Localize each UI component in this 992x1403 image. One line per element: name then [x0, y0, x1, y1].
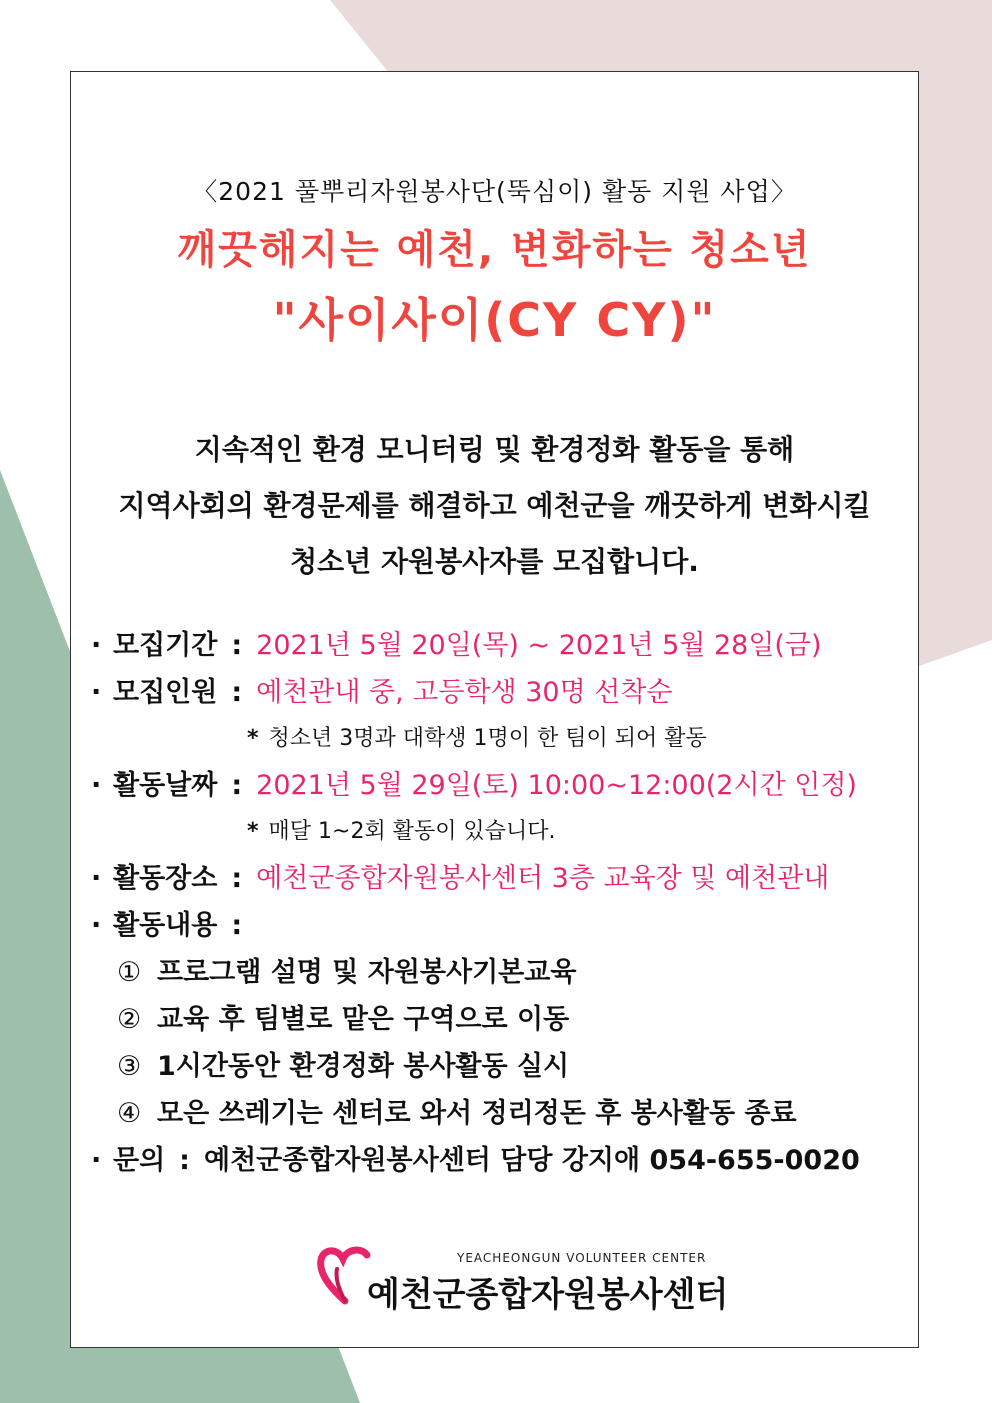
heart-logo-icon	[317, 1245, 373, 1305]
step-text: 프로그램 설명 및 자원봉사기본교육	[157, 957, 577, 988]
colon: :	[231, 910, 243, 941]
intro-text	[71, 422, 918, 590]
recruit-note	[91, 716, 911, 762]
poster-subtitle: 〈2021 풀뿌리자원봉사단(뚝심이) 활동 지원 사업〉	[192, 177, 797, 206]
center-logo	[317, 1237, 737, 1317]
bullet: ·	[91, 863, 102, 894]
poster-title: 깨끗해지는 예천, 변화하는 청소년	[177, 227, 812, 273]
colon: :	[231, 770, 243, 801]
intro-line: 청소년 자원봉사자를 모집합니다.	[290, 545, 699, 578]
recruit-note-text: 청소년 3명과 대학생 1명이 한 팀이 되어 활동	[268, 726, 707, 751]
logo-english-name: YEACHEONGUN VOLUNTEER CENTER	[457, 1251, 707, 1265]
date-value: 2021년 5월 29일(토) 10:00~12:00(2시간 인정)	[256, 770, 857, 801]
recruit-value: 예천관내 중, 고등학생 30명 선착순	[256, 677, 673, 708]
step-text: 1시간동안 환경정화 봉사활동 실시	[157, 1051, 570, 1082]
step-number: ③	[117, 1051, 142, 1082]
bullet: ·	[91, 770, 102, 801]
recruit-label: 모집인원	[113, 677, 218, 708]
intro-line: 지역사회의 환경문제를 해결하고 예천군을 깨끗하게 변화시킬	[118, 489, 871, 522]
contact-label: 문의	[113, 1145, 166, 1176]
step-number: ④	[117, 1098, 142, 1129]
colon: :	[179, 1145, 190, 1176]
contact-value: 예천군종합자원봉사센터 담당 강지애 054-655-0020	[203, 1145, 860, 1176]
activity-step	[91, 996, 911, 1043]
detail-row-period	[91, 622, 911, 669]
detail-row-content	[91, 902, 911, 949]
step-text: 교육 후 팀별로 맡은 구역으로 이동	[157, 1004, 570, 1035]
content-label: 활동내용	[113, 910, 218, 941]
poster-program-name: "사이사이(CY CY)"	[272, 293, 717, 347]
activity-step	[91, 1043, 911, 1090]
poster-card	[70, 71, 919, 1348]
intro-line: 지속적인 환경 모니터링 및 환경정화 활동을 통해	[194, 433, 795, 466]
detail-row-contact	[91, 1137, 911, 1184]
bullet: ·	[91, 630, 102, 661]
detail-row-place	[91, 855, 911, 902]
colon: :	[231, 677, 243, 708]
detail-row-date	[91, 762, 911, 809]
note-star: *	[247, 726, 259, 751]
date-note-text: 매달 1~2회 활동이 있습니다.	[268, 819, 556, 844]
step-number: ②	[117, 1004, 142, 1035]
period-label: 모집기간	[113, 630, 218, 661]
colon: :	[231, 630, 243, 661]
step-text: 모은 쓰레기는 센터로 와서 정리정돈 후 봉사활동 종료	[157, 1098, 797, 1129]
colon: :	[231, 863, 243, 894]
bullet: ·	[91, 677, 102, 708]
place-value: 예천군종합자원봉사센터 3층 교육장 및 예천관내	[256, 863, 830, 894]
bullet: ·	[91, 910, 102, 941]
date-note	[91, 809, 911, 855]
place-label: 활동장소	[113, 863, 218, 894]
date-label: 활동날짜	[113, 770, 218, 801]
detail-row-recruit	[91, 669, 911, 716]
logo-korean-name: 예천군종합자원봉사센터	[367, 1275, 729, 1315]
step-number: ①	[117, 957, 142, 988]
note-star: *	[247, 819, 259, 844]
details-list	[91, 622, 911, 1184]
activity-step	[91, 949, 911, 996]
period-value: 2021년 5월 20일(목) ~ 2021년 5월 28일(금)	[256, 630, 822, 661]
bullet: ·	[91, 1145, 102, 1176]
activity-step	[91, 1090, 911, 1137]
